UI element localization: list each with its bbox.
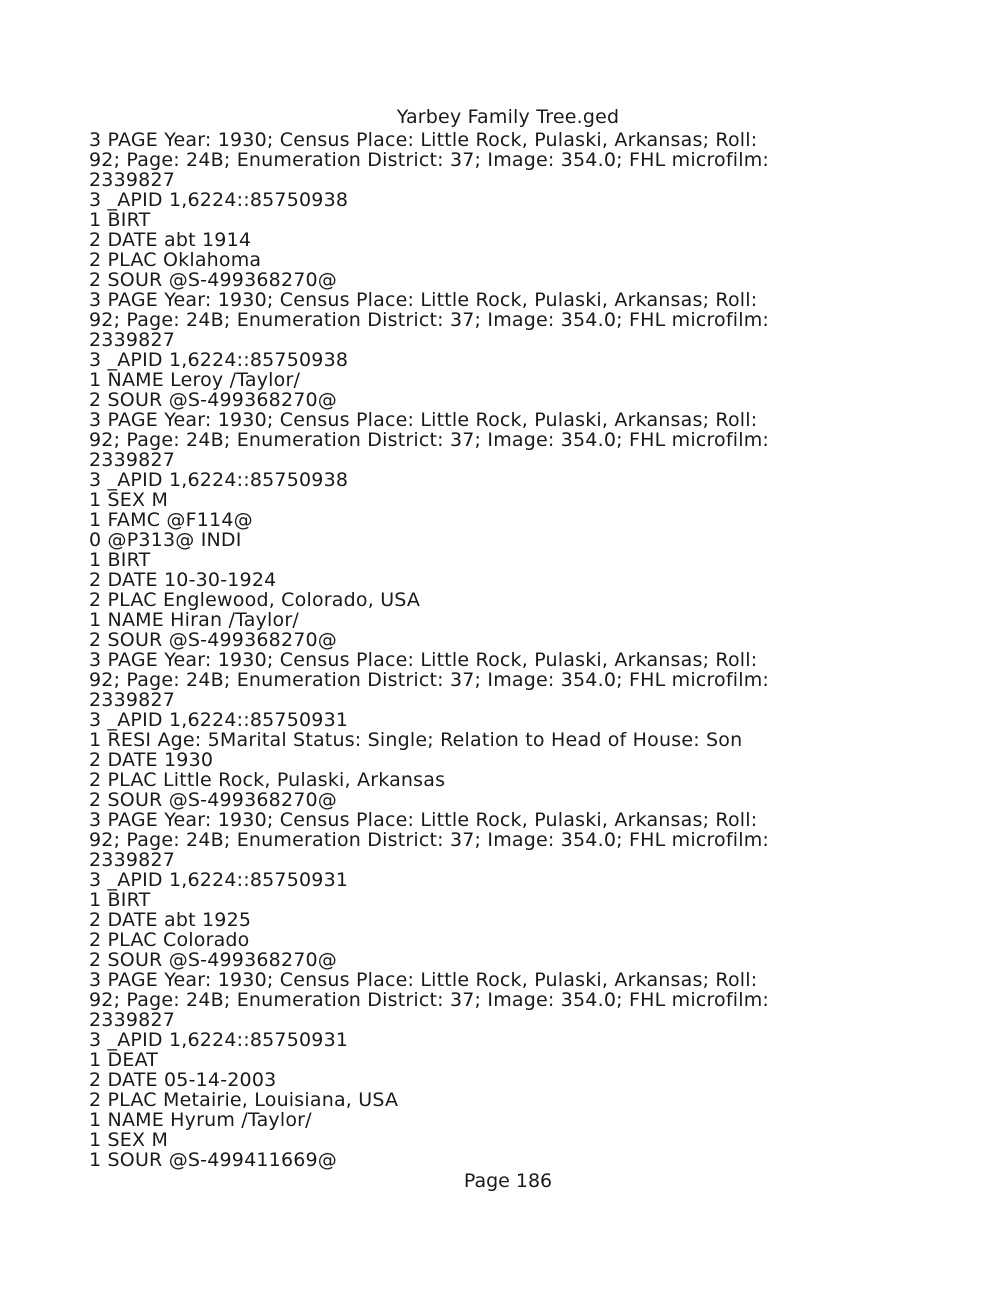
gedcom-line: 2 SOUR @S-499368270@ (89, 629, 338, 651)
gedcom-line: 92; Page: 24B; Enumeration District: 37; Image: 354.0; FHL microfilm: (89, 829, 770, 851)
gedcom-line: 3 _APID 1,6224::85750938 (89, 469, 349, 491)
gedcom-line: 1 BIRT (89, 209, 151, 231)
gedcom-line: 2 SOUR @S-499368270@ (89, 949, 338, 971)
gedcom-line: 0 @P313@ INDI (89, 529, 242, 551)
gedcom-line: 1 NAME Leroy /Taylor/ (89, 369, 301, 391)
gedcom-line: 2 SOUR @S-499368270@ (89, 389, 338, 411)
page-number-footer: Page 186 (463, 1170, 553, 1192)
gedcom-line: 1 SOUR @S-499411669@ (89, 1149, 338, 1171)
gedcom-line: 2 SOUR @S-499368270@ (89, 789, 338, 811)
gedcom-line: 92; Page: 24B; Enumeration District: 37; Image: 354.0; FHL microfilm: (89, 669, 770, 691)
gedcom-line: 3 PAGE Year: 1930; Census Place: Little Rock, Pulaski, Arkansas; Roll: (89, 969, 758, 991)
gedcom-line: 3 PAGE Year: 1930; Census Place: Little Rock, Pulaski, Arkansas; Roll: (89, 129, 758, 151)
gedcom-line: 2 DATE 10-30-1924 (89, 569, 277, 591)
gedcom-line: 1 SEX M (89, 1129, 169, 1151)
gedcom-line: 1 NAME Hyrum /Taylor/ (89, 1109, 312, 1131)
gedcom-line: 2 PLAC Colorado (89, 929, 250, 951)
gedcom-line: 92; Page: 24B; Enumeration District: 37; Image: 354.0; FHL microfilm: (89, 309, 770, 331)
gedcom-line: 3 _APID 1,6224::85750931 (89, 709, 349, 731)
gedcom-line: 2 SOUR @S-499368270@ (89, 269, 338, 291)
gedcom-line: 1 FAMC @F114@ (89, 509, 253, 531)
gedcom-line: 1 BIRT (89, 889, 151, 911)
gedcom-line: 3 PAGE Year: 1930; Census Place: Little Rock, Pulaski, Arkansas; Roll: (89, 809, 758, 831)
gedcom-line: 92; Page: 24B; Enumeration District: 37; Image: 354.0; FHL microfilm: (89, 429, 770, 451)
gedcom-line: 2 PLAC Englewood, Colorado, USA (89, 589, 421, 611)
gedcom-line: 2 PLAC Metairie, Louisiana, USA (89, 1089, 399, 1111)
gedcom-line: 3 _APID 1,6224::85750931 (89, 869, 349, 891)
gedcom-line: 3 _APID 1,6224::85750938 (89, 189, 349, 211)
gedcom-line: 1 BIRT (89, 549, 151, 571)
gedcom-line: 1 RESI Age: 5Marital Status: Single; Relation to Head of House: Son (89, 729, 743, 751)
gedcom-line: 2339827 (89, 329, 176, 351)
gedcom-line: 2 PLAC Little Rock, Pulaski, Arkansas (89, 769, 446, 791)
gedcom-line: 3 _APID 1,6224::85750931 (89, 1029, 349, 1051)
gedcom-line: 2 DATE 05-14-2003 (89, 1069, 277, 1091)
gedcom-line: 92; Page: 24B; Enumeration District: 37; Image: 354.0; FHL microfilm: (89, 149, 770, 171)
gedcom-line: 92; Page: 24B; Enumeration District: 37; Image: 354.0; FHL microfilm: (89, 989, 770, 1011)
gedcom-record-list (89, 130, 969, 1170)
gedcom-line: 2 DATE abt 1914 (89, 229, 252, 251)
gedcom-line: 3 PAGE Year: 1930; Census Place: Little Rock, Pulaski, Arkansas; Roll: (89, 409, 758, 431)
gedcom-line: 2339827 (89, 689, 176, 711)
gedcom-line: 3 _APID 1,6224::85750938 (89, 349, 349, 371)
gedcom-line: 1 DEAT (89, 1049, 159, 1071)
gedcom-line: 2339827 (89, 849, 176, 871)
gedcom-line: 3 PAGE Year: 1930; Census Place: Little Rock, Pulaski, Arkansas; Roll: (89, 649, 758, 671)
gedcom-line: 2 PLAC Oklahoma (89, 249, 262, 271)
page-title: Yarbey Family Tree.ged (396, 106, 620, 128)
gedcom-line: 2339827 (89, 1009, 176, 1031)
gedcom-line: 2 DATE abt 1925 (89, 909, 252, 931)
gedcom-line: 2339827 (89, 449, 176, 471)
gedcom-line: 3 PAGE Year: 1930; Census Place: Little Rock, Pulaski, Arkansas; Roll: (89, 289, 758, 311)
gedcom-line: 2339827 (89, 169, 176, 191)
gedcom-line: 1 SEX M (89, 489, 169, 511)
gedcom-line: 2 DATE 1930 (89, 749, 214, 771)
gedcom-line: 1 NAME Hiran /Taylor/ (89, 609, 299, 631)
